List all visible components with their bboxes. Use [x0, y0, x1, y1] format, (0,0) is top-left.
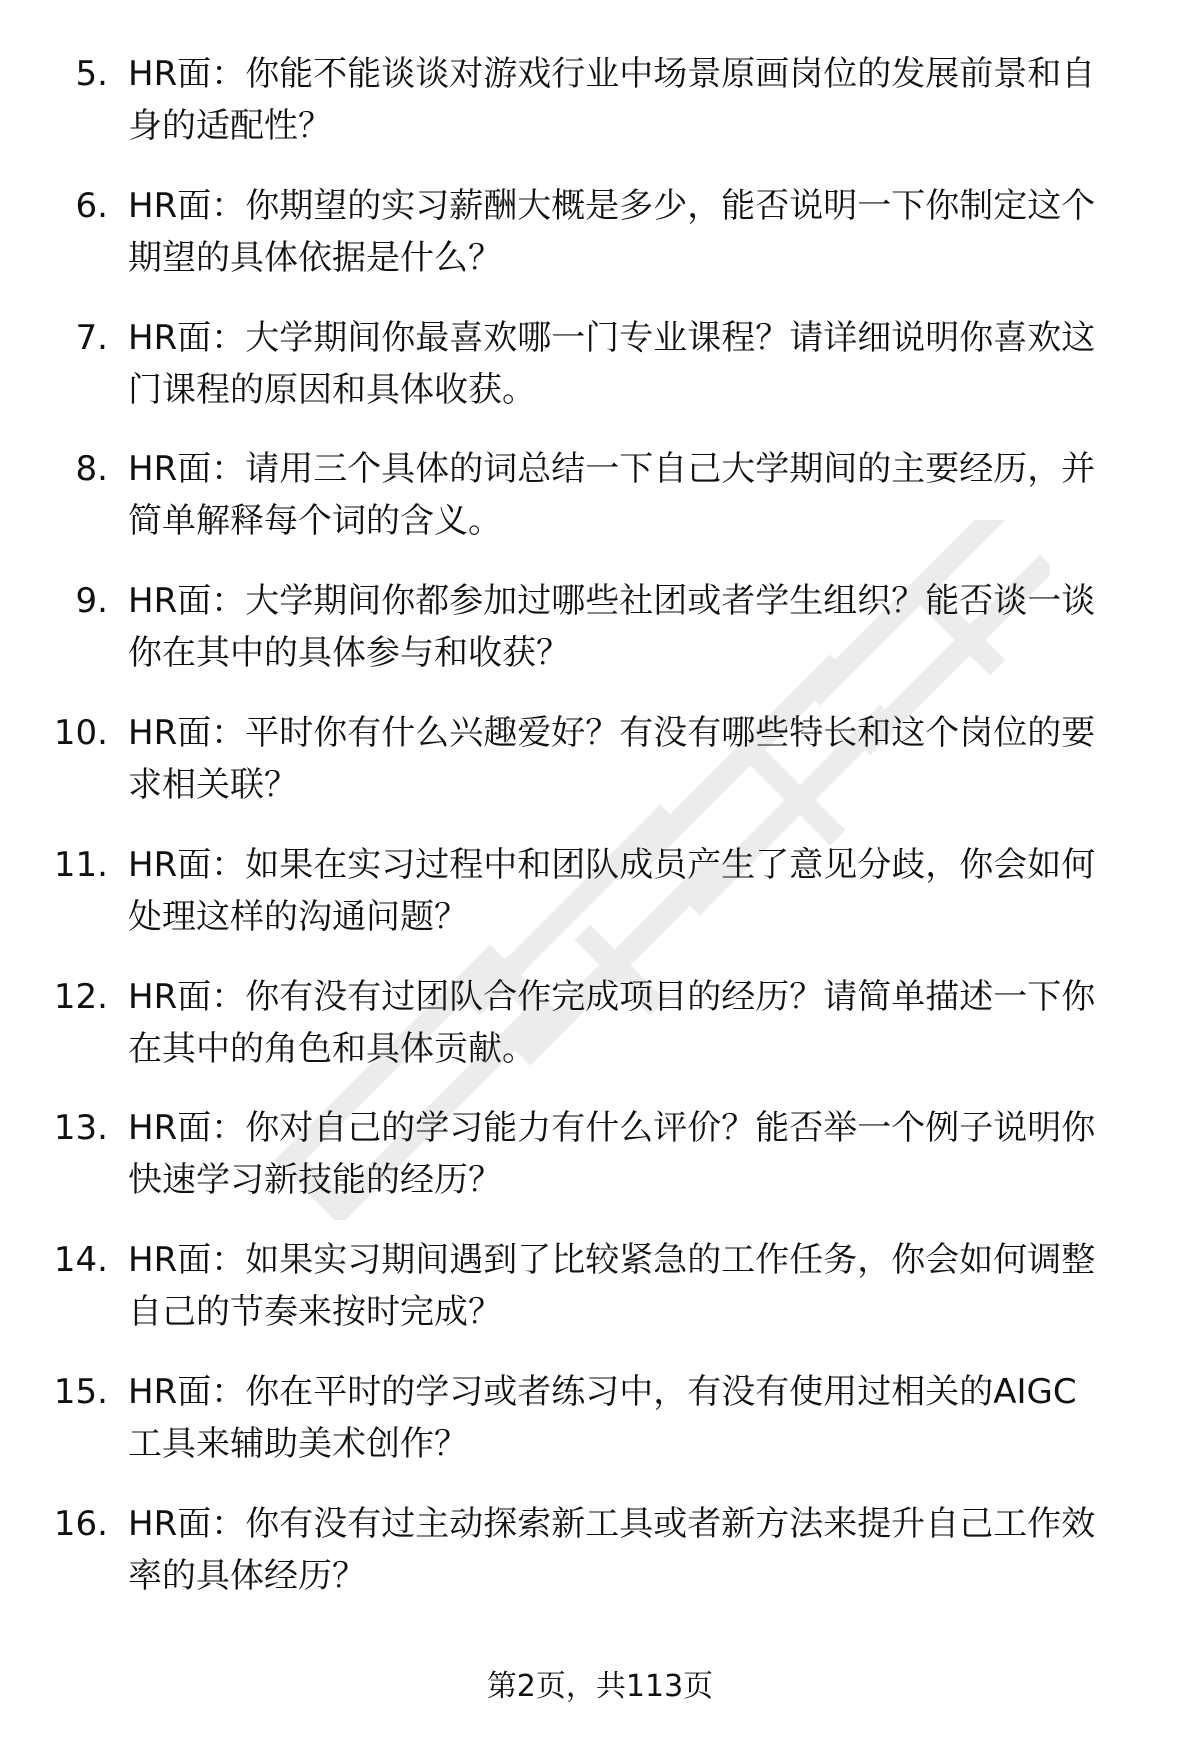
question-line: HR面：你对自己的学习能力有什么评价？能否举一个例子说明你	[128, 1108, 1096, 1149]
question-number: 8.	[75, 449, 108, 490]
question-text	[128, 1366, 1148, 1470]
question-line: 简单解释每个词的含义。	[128, 501, 502, 542]
question-item	[0, 180, 1200, 284]
question-item	[0, 971, 1200, 1075]
question-line: 自己的节奏来按时完成？	[128, 1292, 502, 1333]
question-number: 10.	[53, 712, 108, 753]
question-item	[0, 48, 1200, 152]
question-line: 门课程的原因和具体收获。	[128, 369, 536, 410]
question-list	[0, 48, 1200, 1630]
question-line: 处理这样的沟通问题？	[128, 896, 468, 937]
question-line: HR面：请用三个具体的词总结一下自己大学期间的主要经历，并	[128, 449, 1096, 490]
question-text	[128, 180, 1148, 284]
question-number: 6.	[75, 185, 108, 226]
question-item	[0, 1366, 1200, 1470]
question-item	[0, 1234, 1200, 1338]
question-number: 5.	[75, 54, 108, 94]
question-number: 14.	[53, 1240, 108, 1281]
question-line: 你在其中的具体参与和收获？	[128, 633, 570, 674]
question-number: 9.	[75, 581, 108, 622]
question-line: HR面：你能不能谈谈对游戏行业中场景原画岗位的发展前景和自	[128, 54, 1096, 94]
question-text	[128, 1102, 1148, 1206]
question-line: HR面：如果在实习过程中和团队成员产生了意见分歧，你会如何	[128, 844, 1096, 885]
question-line: 身的适配性？	[128, 106, 332, 146]
question-text	[128, 1234, 1148, 1338]
question-item	[0, 707, 1200, 811]
page-number-footer: 第2页，共113页	[486, 1669, 714, 1704]
question-item	[0, 312, 1200, 416]
question-text	[128, 443, 1148, 547]
question-line: HR面：大学期间你都参加过哪些社团或者学生组织？能否谈一谈	[128, 581, 1096, 622]
question-number: 7.	[75, 317, 108, 358]
question-number: 11.	[53, 844, 108, 885]
question-number: 12.	[53, 976, 108, 1017]
question-text	[128, 839, 1148, 943]
question-text	[128, 707, 1148, 811]
question-text	[128, 1498, 1148, 1602]
question-item	[0, 1102, 1200, 1206]
question-text	[128, 48, 1148, 152]
question-text	[128, 971, 1148, 1075]
question-line: 率的具体经历？	[128, 1555, 366, 1596]
question-item	[0, 443, 1200, 547]
question-item	[0, 839, 1200, 943]
question-line: 在其中的角色和具体贡献。	[128, 1028, 536, 1069]
question-number: 16.	[53, 1503, 108, 1544]
question-line: HR面：你有没有过团队合作完成项目的经历？请简单描述一下你	[128, 976, 1096, 1017]
question-text	[128, 312, 1148, 416]
question-line: 求相关联？	[128, 764, 298, 805]
question-line: HR面：如果实习期间遇到了比较紧急的工作任务，你会如何调整	[128, 1240, 1096, 1281]
question-line: HR面：大学期间你最喜欢哪一门专业课程？请详细说明你喜欢这	[128, 317, 1096, 358]
question-number: 13.	[53, 1108, 108, 1149]
question-line: HR面：平时你有什么兴趣爱好？有没有哪些特长和这个岗位的要	[128, 712, 1096, 753]
question-item	[0, 1498, 1200, 1602]
question-line: HR面：你在平时的学习或者练习中，有没有使用过相关的AIGC	[128, 1371, 1077, 1412]
question-line: 期望的具体依据是什么？	[128, 237, 502, 278]
question-line: HR面：你期望的实习薪酬大概是多少，能否说明一下你制定这个	[128, 185, 1096, 226]
question-line: 快速学习新技能的经历？	[128, 1160, 502, 1201]
question-text	[128, 575, 1148, 679]
question-line: 工具来辅助美术创作？	[128, 1423, 468, 1464]
question-item	[0, 575, 1200, 679]
question-number: 15.	[53, 1371, 108, 1412]
question-line: HR面：你有没有过主动探索新工具或者新方法来提升自己工作效	[128, 1503, 1096, 1544]
